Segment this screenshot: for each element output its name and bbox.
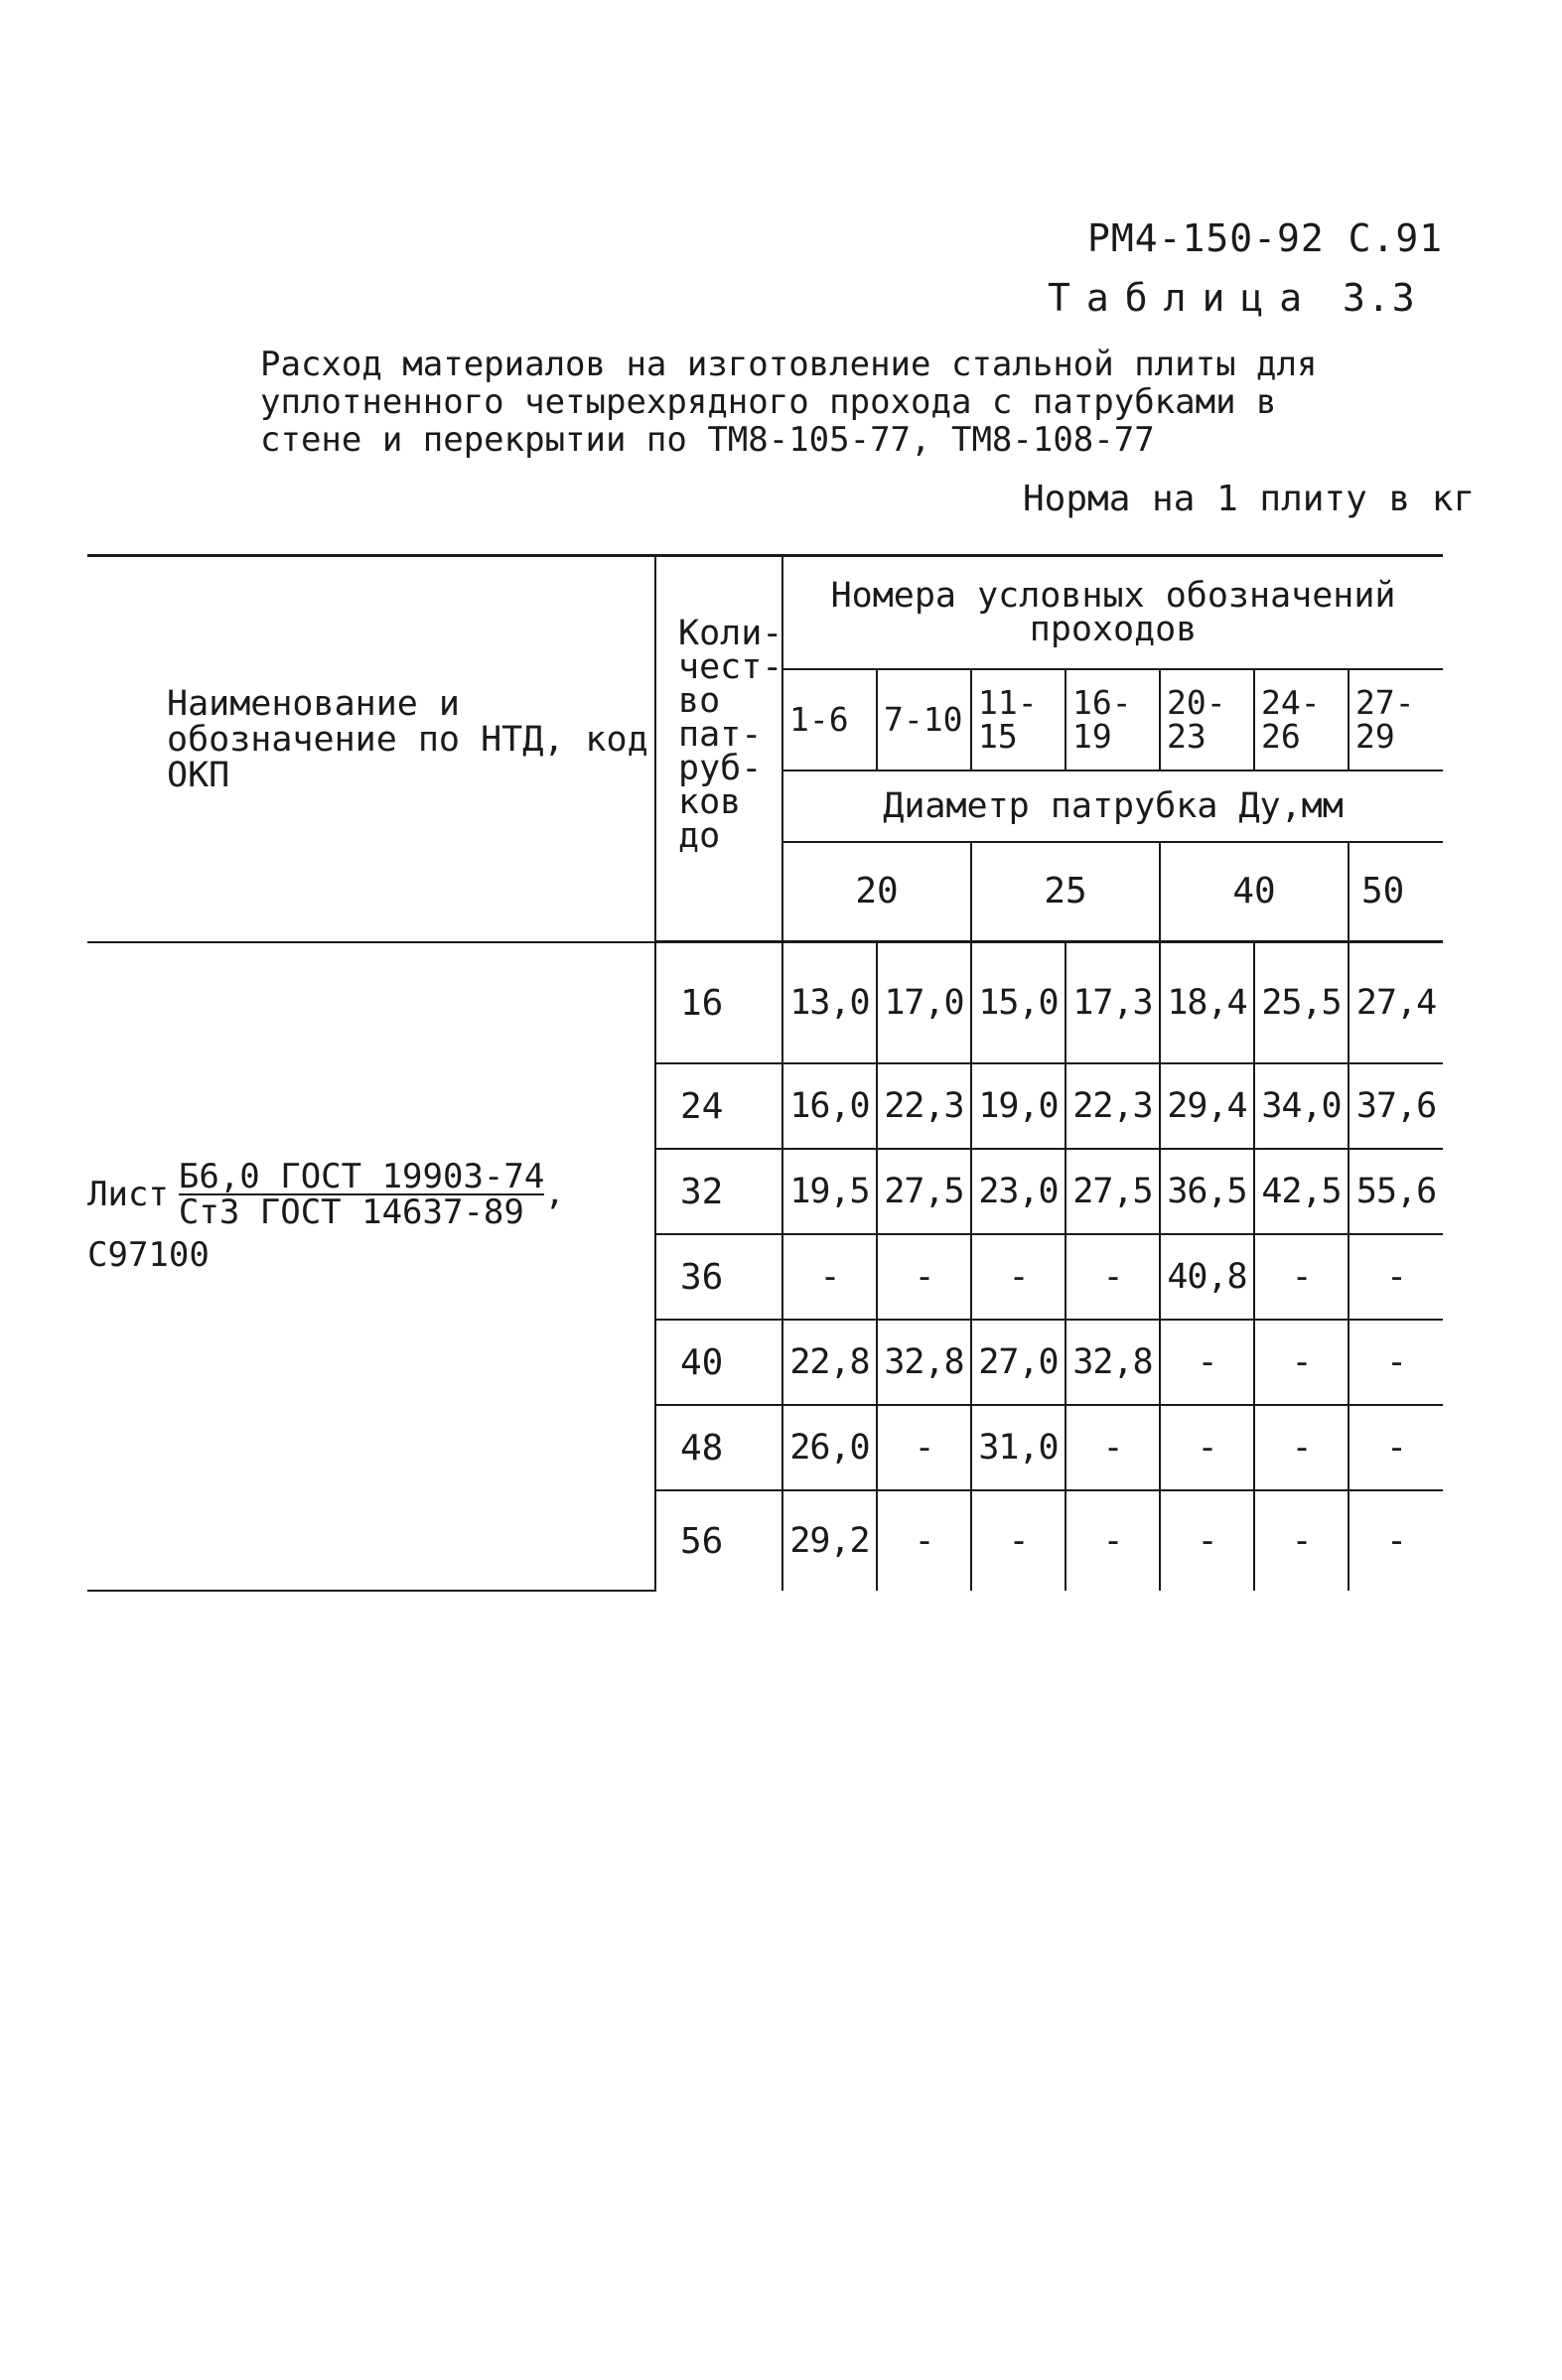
value-cell: - <box>1160 1490 1254 1591</box>
header-number: 27-29 <box>1349 669 1443 770</box>
title-line: Расход материалов на изготовление стальной плиты для <box>260 345 1318 384</box>
document-code: РМ4-150-92 С.91 <box>1087 216 1444 260</box>
value-cell: - <box>1349 1405 1443 1490</box>
table-label: Таблица <box>1048 276 1319 320</box>
value-cell: - <box>1065 1405 1160 1490</box>
value-cell: 18,4 <box>1160 942 1254 1064</box>
table-row <box>87 942 1443 1064</box>
value-cell: 23,0 <box>971 1149 1065 1234</box>
value-cell: 27,4 <box>1349 942 1443 1064</box>
value-cell: 27,0 <box>971 1320 1065 1405</box>
header-number: 7-10 <box>877 669 971 770</box>
value-cell: - <box>1065 1234 1160 1320</box>
value-cell: - <box>1254 1405 1349 1490</box>
value-cell: 13,0 <box>782 942 877 1064</box>
header-number: 16-19 <box>1065 669 1160 770</box>
value-cell: 36,5 <box>1160 1149 1254 1234</box>
value-cell: 17,0 <box>877 942 971 1064</box>
value-cell: - <box>1349 1490 1443 1591</box>
value-cell: - <box>1254 1320 1349 1405</box>
header-pass-numbers: Номера условных обозначений проходов <box>782 556 1443 670</box>
value-cell: - <box>782 1234 877 1320</box>
quantity-cell: 56 <box>655 1490 782 1591</box>
value-cell: 40,8 <box>1160 1234 1254 1320</box>
header-number: 20-23 <box>1160 669 1254 770</box>
value-cell: 15,0 <box>971 942 1065 1064</box>
value-cell: 26,0 <box>782 1405 877 1490</box>
material-fraction <box>178 1156 545 1232</box>
value-cell: 25,5 <box>1254 942 1349 1064</box>
quantity-cell: 24 <box>655 1063 782 1149</box>
header-number: 24-26 <box>1254 669 1349 770</box>
value-cell: - <box>1349 1234 1443 1320</box>
value-cell: - <box>1254 1234 1349 1320</box>
header-quantity: Коли-чест-во пат-руб-ков до <box>655 556 782 942</box>
quantity-cell: 48 <box>655 1405 782 1490</box>
material-cell <box>87 942 655 1592</box>
table-caption <box>1048 276 1417 320</box>
value-cell: - <box>1065 1490 1160 1591</box>
header-diameter: Диаметр патрубка Ду,мм <box>782 770 1443 842</box>
value-cell: 22,3 <box>1065 1063 1160 1149</box>
header-number: 11-15 <box>971 669 1065 770</box>
value-cell: 27,5 <box>1065 1149 1160 1234</box>
material-code: С97100 <box>87 1234 210 1275</box>
value-cell: - <box>877 1490 971 1591</box>
value-cell: 32,8 <box>877 1320 971 1405</box>
value-cell: - <box>971 1490 1065 1591</box>
material-prefix: Лист <box>87 1174 169 1214</box>
value-cell: 19,0 <box>971 1063 1065 1149</box>
material-numerator: Б6,0 ГОСТ 19903-74 <box>178 1156 545 1196</box>
value-cell: 55,6 <box>1349 1149 1443 1234</box>
value-cell: 31,0 <box>971 1405 1065 1490</box>
header-dn: 25 <box>971 842 1160 942</box>
material-comma: , <box>544 1173 565 1212</box>
value-cell: 29,2 <box>782 1490 877 1591</box>
quantity-cell: 32 <box>655 1149 782 1234</box>
value-cell: - <box>1349 1320 1443 1405</box>
quantity-cell: 36 <box>655 1234 782 1320</box>
norm-unit: Норма на 1 плиту в кг <box>1023 479 1476 519</box>
value-cell: 22,3 <box>877 1063 971 1149</box>
value-cell: - <box>877 1405 971 1490</box>
value-cell: 17,3 <box>1065 942 1160 1064</box>
value-cell: - <box>1160 1320 1254 1405</box>
value-cell: 16,0 <box>782 1063 877 1149</box>
materials-table <box>87 554 1443 1592</box>
title-line: уплотненного четырехрядного прохода с патрубками в <box>260 382 1277 422</box>
value-cell: - <box>1160 1405 1254 1490</box>
value-cell: - <box>1254 1490 1349 1591</box>
value-cell: 29,4 <box>1160 1063 1254 1149</box>
header-number: 1-6 <box>782 669 877 770</box>
value-cell: - <box>971 1234 1065 1320</box>
value-cell: 34,0 <box>1254 1063 1349 1149</box>
value-cell: 32,8 <box>1065 1320 1160 1405</box>
value-cell: 37,6 <box>1349 1063 1443 1149</box>
material-denominator: Ст3 ГОСТ 14637-89 <box>178 1191 524 1232</box>
table-number: 3.3 <box>1343 276 1417 320</box>
header-name: Наименование и обозначение по НТД, код ОКП <box>87 556 655 942</box>
value-cell: 27,5 <box>877 1149 971 1234</box>
quantity-cell: 40 <box>655 1320 782 1405</box>
table-title <box>260 346 1402 459</box>
value-cell: - <box>877 1234 971 1320</box>
material-designation <box>87 1156 565 1275</box>
value-cell: 42,5 <box>1254 1149 1349 1234</box>
header-dn: 20 <box>782 842 971 942</box>
value-cell: 22,8 <box>782 1320 877 1405</box>
header-dn: 50 <box>1349 842 1443 942</box>
quantity-cell: 16 <box>655 942 782 1064</box>
title-line: стене и перекрытии по ТМ8-105-77, ТМ8-108-77 <box>260 420 1155 460</box>
header-dn: 40 <box>1160 842 1349 942</box>
value-cell: 19,5 <box>782 1149 877 1234</box>
